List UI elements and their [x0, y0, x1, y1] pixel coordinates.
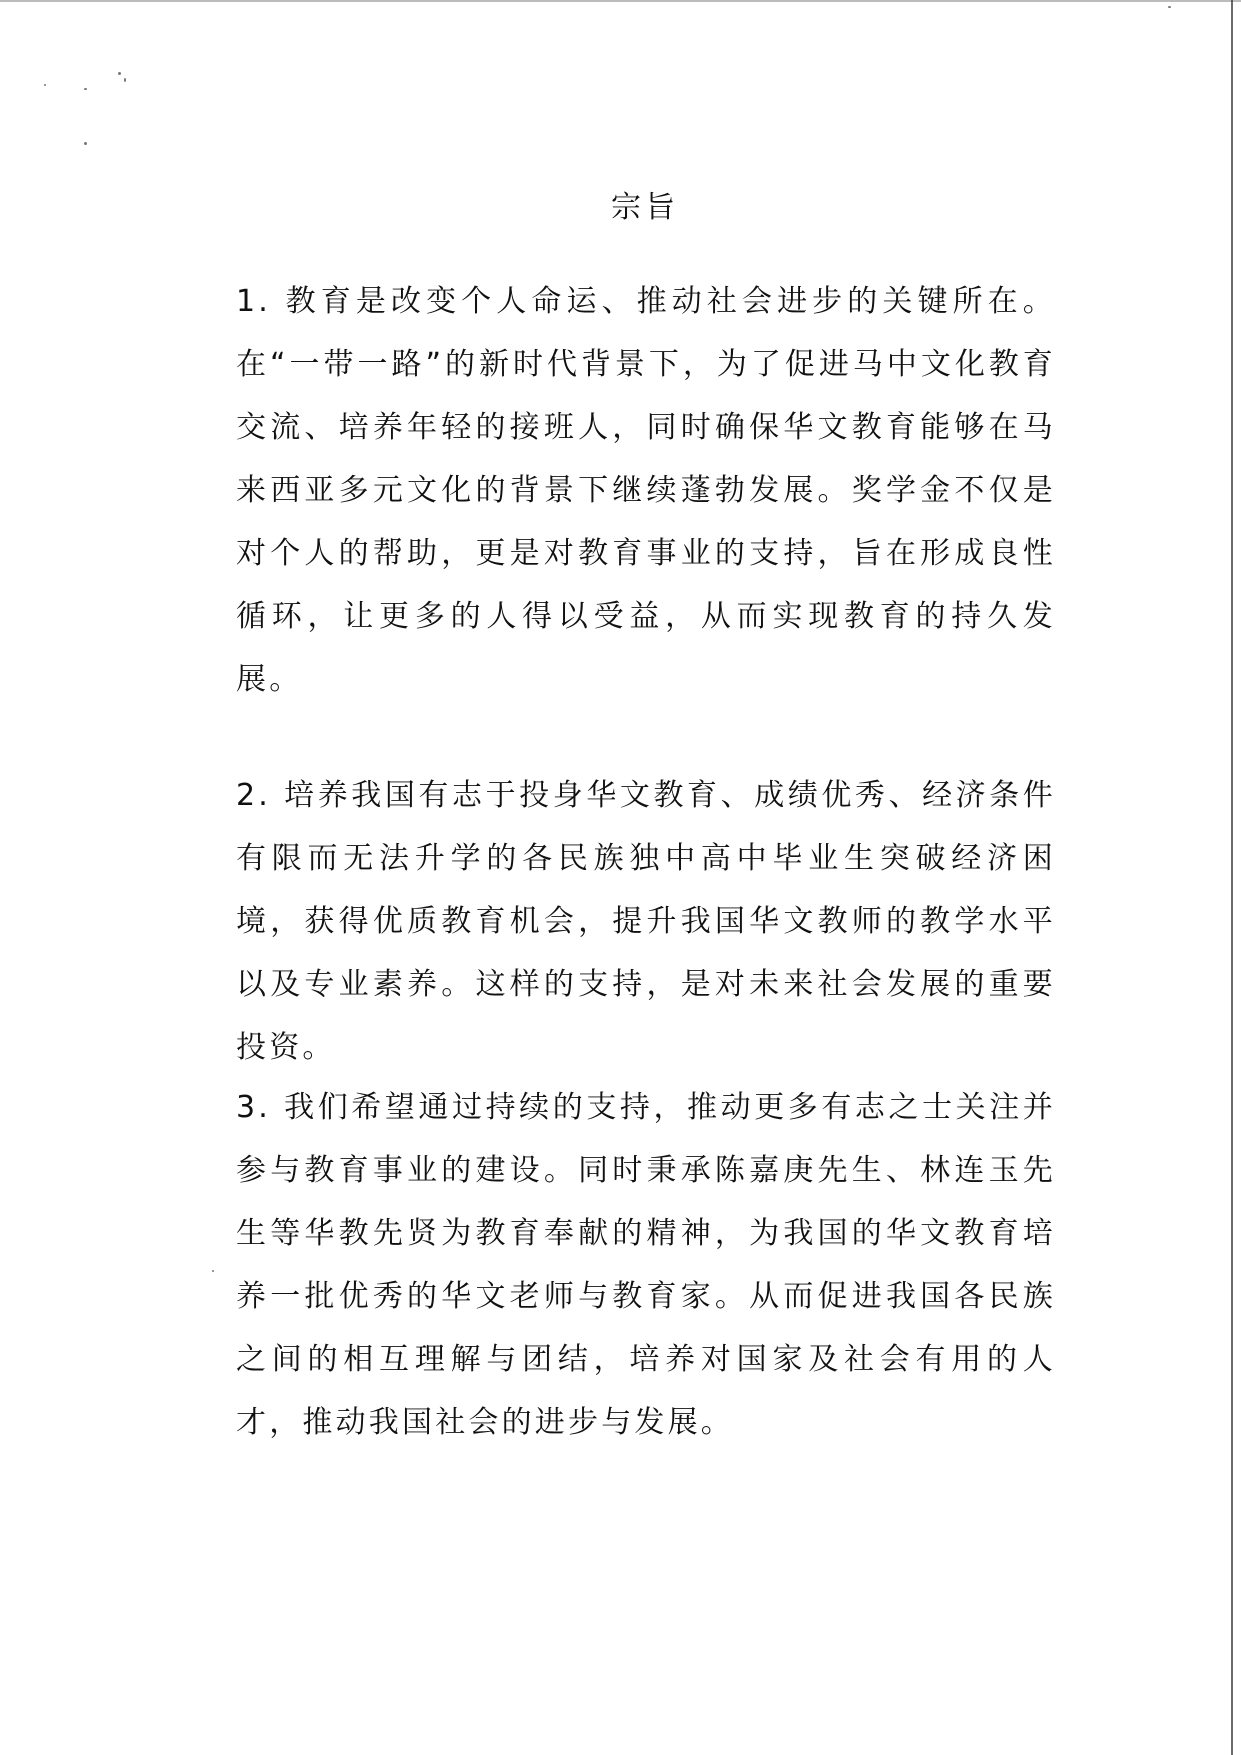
scan-speck [124, 78, 126, 82]
scan-speck [212, 1270, 214, 1272]
scan-speck [118, 72, 121, 75]
scan-speck [84, 142, 87, 145]
scan-speck [44, 84, 46, 86]
paragraph-3: 3. 我们希望通过持续的支持，推动更多有志之士关注并参与教育事业的建设。同时秉承陈嘉庚先生、林连玉先生等华教先贤为教育奉献的精神，为我国的华文教育培养一批优秀的华文老师与教育家。从而促进我国各民族之间的相互理解与团结，培养对国家及社会有用的人才，推动我国社会的进步与发展。 [236, 1090, 1056, 1440]
paragraph-2: 2. 培养我国有志于投身华文教育、成绩优秀、经济条件有限而无法升学的各民族独中高中毕业生突破经济困境，获得优质教育机会，提升我国华文教师的教学水平以及专业素养。这样的支持，是对未来社会发展的重要投资。 [236, 778, 1056, 1065]
paragraph-1: 1. 教育是改变个人命运、推动社会进步的关键所在。在“一带一路”的新时代背景下，为了促进马中文化教育交流、培养年轻的接班人，同时确保华文教育能够在马来西亚多元文化的背景下继续蓬勃发展。奖学金不仅是对个人的帮助，更是对教育事业的支持，旨在形成良性循环，让更多的人得以受益，从而实现教育的持久发展。 [236, 284, 1056, 697]
page-title: 宗旨 [611, 190, 679, 225]
scan-speck [1168, 6, 1171, 8]
scan-edge-right [1231, 0, 1233, 1755]
scan-speck [84, 88, 87, 90]
scan-edge-top [0, 0, 1241, 2]
